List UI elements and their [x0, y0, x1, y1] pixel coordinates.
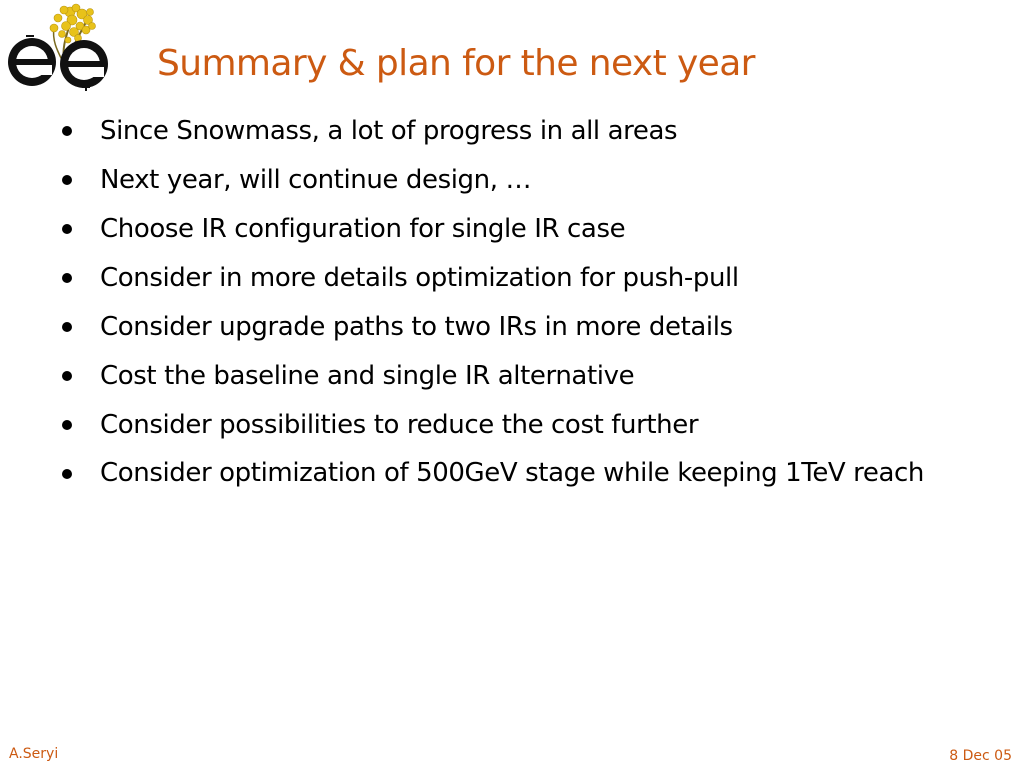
bullet-text: Cost the baseline and single IR alternative	[100, 361, 635, 391]
bullet-item	[58, 208, 958, 250]
bullet-item	[58, 110, 958, 152]
bullet-item	[58, 159, 958, 201]
bullet-text: Consider possibilities to reduce the cost further	[100, 410, 699, 440]
bullet-dot-icon	[62, 322, 72, 332]
bullet-item	[58, 453, 958, 493]
bullet-dot-icon	[62, 175, 72, 185]
bullet-dot-icon	[62, 420, 72, 430]
bullet-list	[58, 110, 958, 500]
bullet-item	[58, 257, 958, 299]
footer-date: 8 Dec 05	[949, 748, 1012, 764]
bullet-dot-icon	[62, 224, 72, 234]
bullet-item	[58, 355, 958, 397]
bullet-dot-icon	[62, 126, 72, 136]
bullet-text: Next year, will continue design, …	[100, 165, 532, 195]
bullet-dot-icon	[62, 469, 72, 479]
ee-logo-icon	[2, 2, 114, 92]
bullet-dot-icon	[62, 273, 72, 283]
bullet-item	[58, 306, 958, 348]
slide-title: Summary & plan for the next year	[157, 43, 755, 84]
bullet-text: Choose IR configuration for single IR case	[100, 214, 626, 244]
bullet-text: Consider upgrade paths to two IRs in more details	[100, 312, 733, 342]
bullet-item	[58, 404, 958, 446]
bullet-dot-icon	[62, 371, 72, 381]
bullet-text: Consider in more details optimization for push-pull	[100, 263, 739, 293]
bullet-text: Since Snowmass, a lot of progress in all areas	[100, 116, 678, 146]
bullet-text: Consider optimization of 500GeV stage while keeping 1TeV reach	[100, 458, 924, 488]
footer-author: A.Seryi	[9, 746, 59, 762]
